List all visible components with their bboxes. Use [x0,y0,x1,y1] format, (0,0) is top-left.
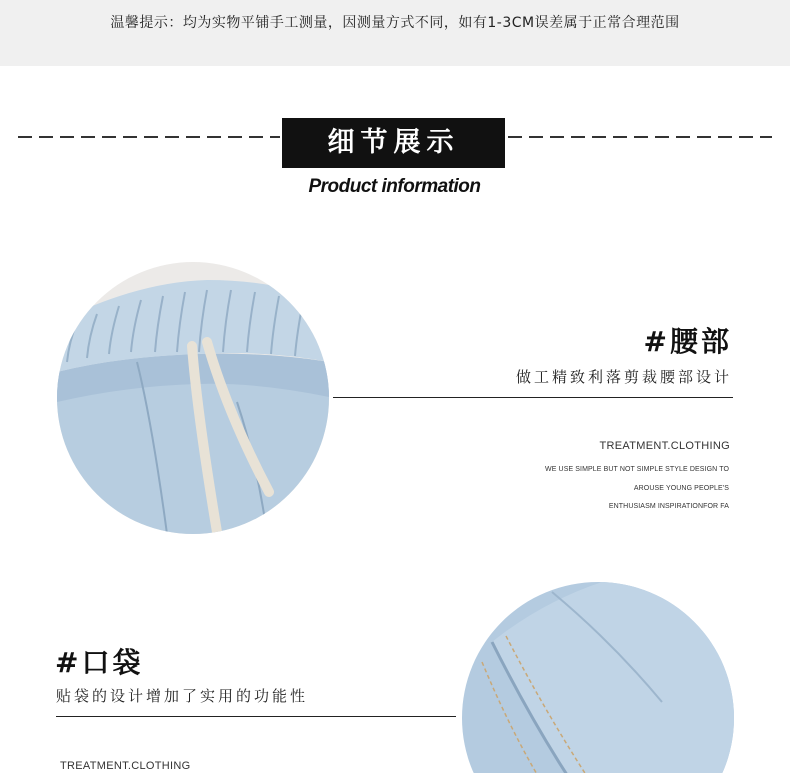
slogan-line-2: AROUSE YOUNG PEOPLE'S [633,485,729,492]
detail-rule-pocket [56,716,456,717]
dashed-divider-left [18,136,280,138]
slogan-line-1: WE USE SIMPLE BUT NOT SIMPLE STYLE DESIGN TO [545,466,729,473]
detail-description-waist: 做工精致利落剪裁腰部设计 [515,368,732,386]
notice-bar [0,0,790,66]
detail-description-pocket: 贴袋的设计增加了实用的功能性 [56,687,309,705]
waistband-photo [57,262,329,534]
detail-heading-waist: #腰部 [643,325,732,358]
section-title: 细节展示 [282,118,505,168]
detail-heading-pocket: #口袋 [55,646,144,679]
slogan-line-3: ENTHUSIASM INSPIRATIONFOR FA [608,503,729,510]
section-subtitle: Product information [308,176,481,197]
brand-label-pocket: TREATMENT.CLOTHING [60,760,191,772]
notice-text: 温馨提示：均为实物平铺手工测量，因测量方式不同，如有1-3CM误差属于正常合理范围 [110,15,680,31]
brand-label-waist: TREATMENT.CLOTHING [599,440,730,452]
detail-rule-waist [333,397,733,398]
pocket-photo [462,582,734,773]
dashed-divider-right [508,136,772,138]
